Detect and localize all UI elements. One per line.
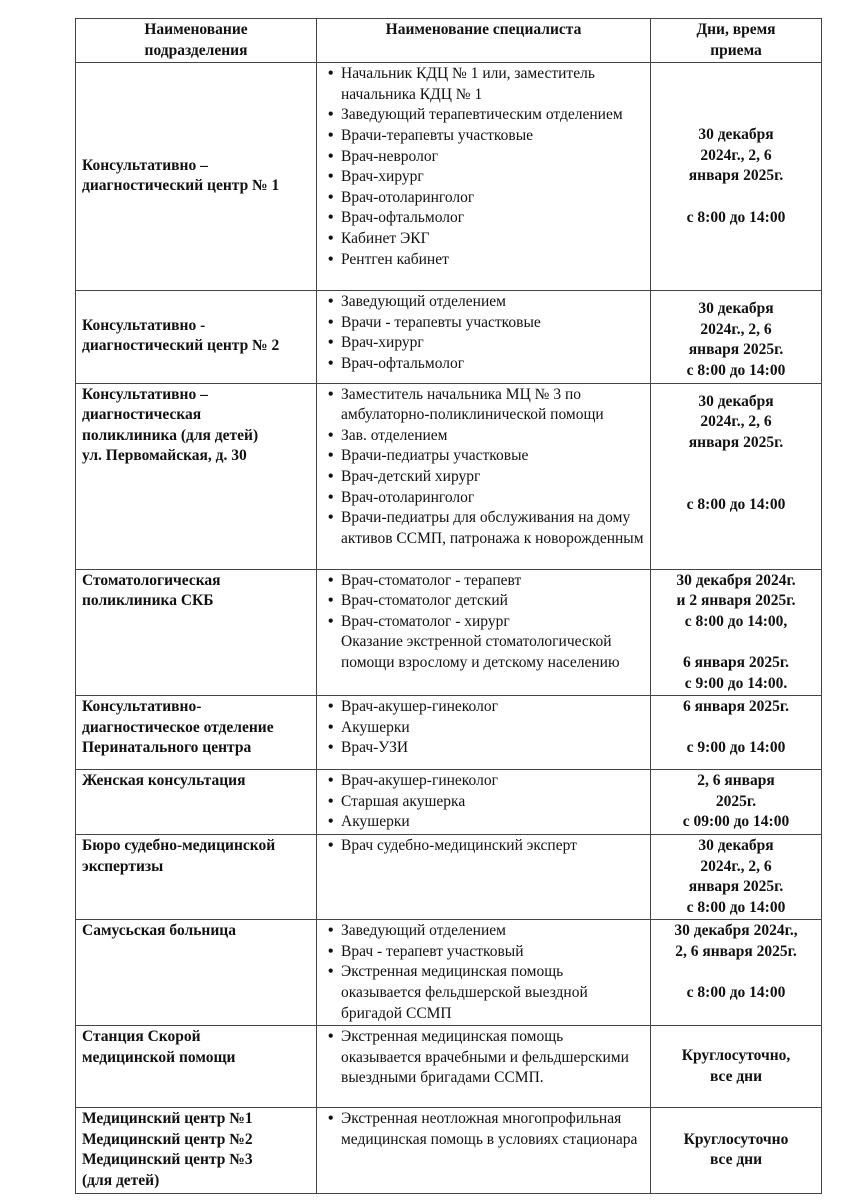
specialist-list	[323, 292, 644, 374]
specialists-cell	[317, 696, 651, 770]
specialist-item: • Врач - терапевт участковый	[341, 942, 644, 963]
specialist-item: • Старшая акушерка	[341, 792, 644, 813]
unit-name: Консультативно- диагностическое отделение Перинатального центра	[76, 696, 317, 770]
specialist-item: • Экстренная медицинская помощь оказывается фельдшерской выездной бригадой ССМП	[341, 962, 644, 1024]
schedule-table	[75, 18, 822, 1194]
specialist-item: • Врач-офтальмолог	[341, 354, 644, 375]
unit-name: Самусьская больница	[76, 920, 317, 1026]
specialist-item: • Зав. отделением	[341, 426, 644, 447]
unit-name: Консультативно – диагностический центр № 1	[76, 63, 317, 291]
schedule: 2, 6 января 2025г. с 09:00 до 14:00	[651, 770, 822, 835]
specialist-item: • Рентген кабинет	[341, 250, 644, 271]
unit-name: Стоматологическая поликлиника СКБ	[76, 569, 317, 696]
specialist-item: • Заведующий отделением	[341, 292, 644, 313]
specialists-cell	[317, 920, 651, 1026]
specialist-item: • Экстренная медицинская помощь оказывается врачебными и фельдшерскими выездными бригадами ССМП.	[341, 1027, 644, 1089]
specialist-item: • Врач судебно-медицинский эксперт	[341, 836, 644, 857]
specialist-item: • Врач-хирург	[341, 167, 644, 188]
unit-name: Медицинский центр №1 Медицинский центр №2 Медицинский центр №3 (для детей)	[76, 1108, 317, 1193]
specialist-item: • Врач-стоматолог детский	[341, 591, 644, 612]
unit-name: Консультативно - диагностический центр № 2	[76, 291, 317, 383]
specialists-cell	[317, 63, 651, 291]
specialist-item: • Врач-УЗИ	[341, 738, 644, 759]
specialist-item: • Врачи-педиатры для обслуживания на дому активов ССМП, патронажа к новорожденным	[341, 508, 644, 549]
table-row	[76, 291, 822, 383]
schedule: 30 декабря 2024г., 2, 6 января 2025г. с 8:00 до 14:00	[651, 920, 822, 1026]
table-row	[76, 383, 822, 569]
table-row	[76, 834, 822, 919]
specialist-item: • Врачи-терапевты участковые	[341, 126, 644, 147]
specialist-item: • Врач-отоларинголог	[341, 488, 644, 509]
specialist-item: • Врач-офтальмолог	[341, 208, 644, 229]
specialist-item: • Врачи-педиатры участковые	[341, 446, 644, 467]
schedule: 30 декабря 2024г., 2, 6 января 2025г. с 8:00 до 14:00	[651, 63, 822, 291]
specialist-list	[323, 64, 644, 270]
specialist-item: • Врач-невролог	[341, 147, 644, 168]
specialists-cell	[317, 834, 651, 919]
specialist-note: Оказание экстренной стоматологической помощи взрослому и детскому населению	[341, 633, 620, 671]
specialist-item: • Начальник КДЦ № 1 или, заместитель начальника КДЦ № 1	[341, 64, 644, 105]
table-row	[76, 920, 822, 1026]
specialist-item: • Кабинет ЭКГ	[341, 229, 644, 250]
schedule: Круглосуточно все дни	[651, 1108, 822, 1193]
specialist-list	[323, 836, 644, 857]
specialists-cell	[317, 1108, 651, 1193]
table-row	[76, 770, 822, 835]
specialist-list	[323, 771, 644, 833]
specialist-item: • Заведующий терапевтическим отделением	[341, 105, 644, 126]
schedule: 30 декабря 2024г., 2, 6 января 2025г. с 8:00 до 14:00	[651, 834, 822, 919]
specialist-list	[323, 1109, 644, 1150]
schedule: Круглосуточно, все дни	[651, 1026, 822, 1108]
schedule: 30 декабря 2024г. и 2 января 2025г. с 8:00 до 14:00, 6 января 2025г. с 9:00 до 14:00.	[651, 569, 822, 696]
schedule: 30 декабря 2024г., 2, 6 января 2025г. с 8:00 до 14:00	[651, 291, 822, 383]
specialists-cell	[317, 383, 651, 569]
specialist-list	[323, 385, 644, 550]
specialist-item: • Акушерки	[341, 718, 644, 739]
unit-name: Станция Скорой медицинской помощи	[76, 1026, 317, 1108]
specialist-list	[323, 921, 644, 1024]
schedule: 6 января 2025г. с 9:00 до 14:00	[651, 696, 822, 770]
unit-name: Бюро судебно-медицинской экспертизы	[76, 834, 317, 919]
specialist-item: • Врачи - терапевты участковые	[341, 313, 644, 334]
unit-name: Женская консультация	[76, 770, 317, 835]
header-specialist: Наименование специалиста	[317, 19, 651, 63]
table-row	[76, 1108, 822, 1193]
specialist-item: • Экстренная неотложная многопрофильная медицинская помощь в условиях стационара	[341, 1109, 644, 1150]
table-row	[76, 1026, 822, 1108]
specialists-cell	[317, 291, 651, 383]
specialist-item: • Врач-хирург	[341, 333, 644, 354]
specialist-list	[323, 1027, 644, 1089]
specialist-item: • Врач-отоларинголог	[341, 188, 644, 209]
table-header-row	[76, 19, 822, 63]
table-row	[76, 569, 822, 696]
specialist-item: • Врач-стоматолог - хирург	[341, 612, 644, 633]
specialist-item: • Акушерки	[341, 812, 644, 833]
header-schedule: Дни, время приема	[651, 19, 822, 63]
specialist-list	[323, 697, 644, 759]
header-unit: Наименование подразделения	[76, 19, 317, 63]
specialist-list	[323, 571, 644, 633]
specialist-item: • Заместитель начальника МЦ № 3 по амбулаторно-поликлинической помощи	[341, 385, 644, 426]
specialist-item: • Врач-детский хирург	[341, 467, 644, 488]
specialists-cell	[317, 1026, 651, 1108]
schedule: 30 декабря 2024г., 2, 6 января 2025г. с 8:00 до 14:00	[651, 383, 822, 569]
specialist-item: • Врач-стоматолог - терапевт	[341, 571, 644, 592]
specialist-item: • Врач-акушер-гинеколог	[341, 697, 644, 718]
table-row	[76, 696, 822, 770]
specialists-cell	[317, 770, 651, 835]
table-row	[76, 63, 822, 291]
specialists-cell	[317, 569, 651, 696]
specialist-item: • Заведующий отделением	[341, 921, 644, 942]
unit-name: Консультативно – диагностическая поликлиника (для детей) ул. Первомайская, д. 30	[76, 383, 317, 569]
specialist-item: • Врач-акушер-гинеколог	[341, 771, 644, 792]
